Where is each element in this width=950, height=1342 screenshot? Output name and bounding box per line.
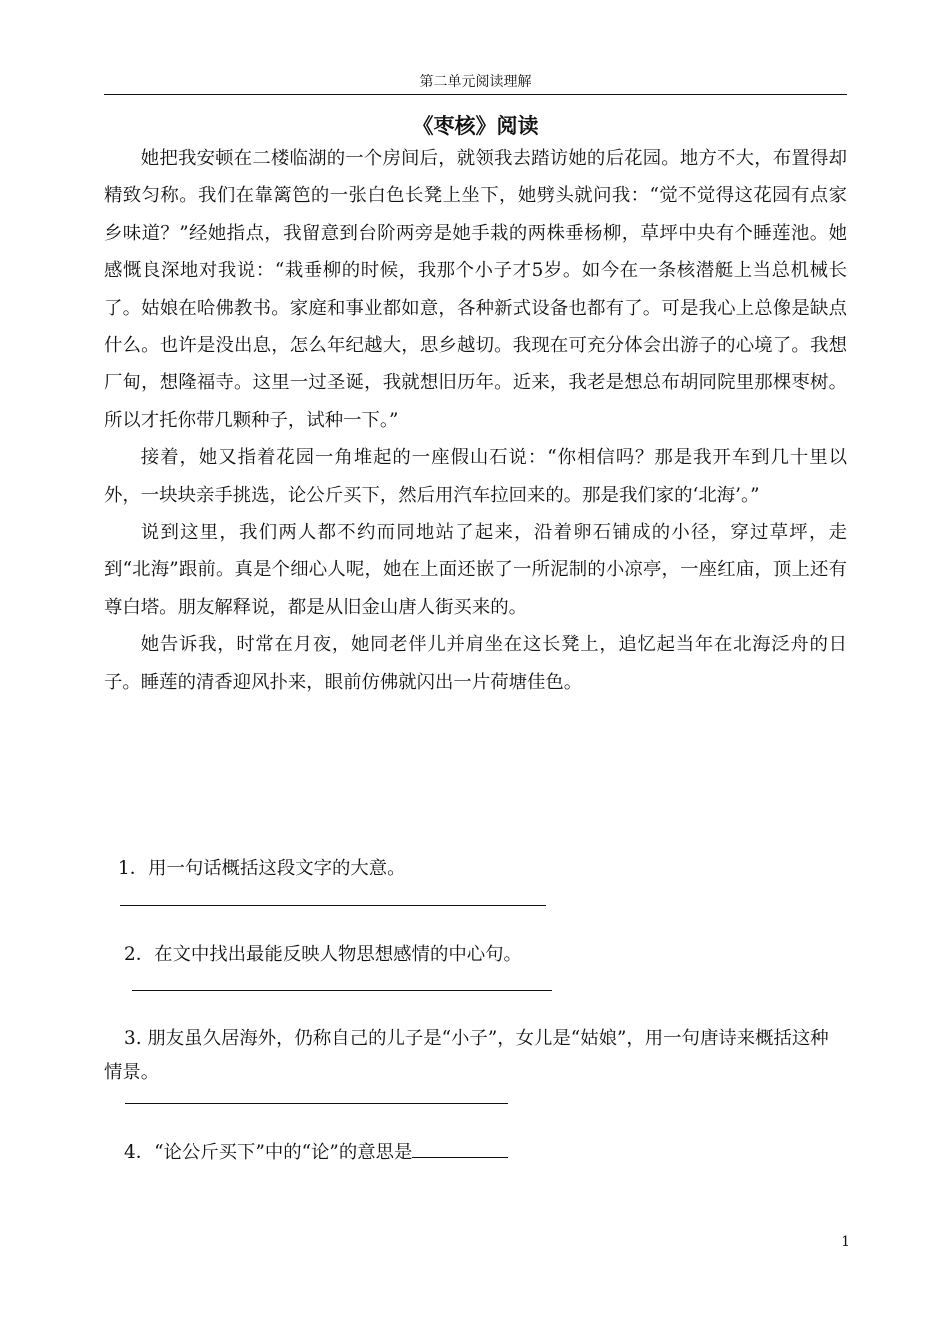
answer-line-2[interactable]: [132, 990, 552, 991]
page-number: 1: [841, 1234, 850, 1250]
passage-paragraph-4: 她告诉我，时常在月夜，她同老伴儿并肩坐在这长凳上，追忆起当年在北海泛舟的日子。睡莲的清香迎风扑来，眼前仿佛就闪出一片荷塘佳色。: [104, 634, 847, 693]
passage-paragraph-3: 说到这里，我们两人都不约而同地站了起来，沿着卵石铺成的小径，穿过草坪，走到“北海”跟前。真是个细心人呢，她在上面还嵌了一所泥制的小凉亭，一座红庙，顶上还有尊白塔。朋友解释说，都是从旧金山唐人街买来的。: [104, 522, 847, 618]
passage-paragraph-1: 她把我安顿在二楼临湖的一个房间后，就领我去踏访她的后花园。地方不大，布置得却精致匀称。我们在靠篱笆的一张白色长凳上坐下，她劈头就问我：“觉不觉得这花园有点家乡味道？”经她指点，我留意到台阶两旁是她手栽的两株垂杨柳，草坪中央有个睡莲池。她感慨良深地对我说：“栽垂柳的时候，我那个小子才5岁。如今在一条核潜艇上当总机械长了。姑娘在哈佛教书。家庭和事业都如意，各种新式设备也都有了。可是我心上总像是缺点什么。也许是没出息，怎么年纪越大，思乡越切。我现在可充分体会出游子的心境了。我想厂甸，想隆福寺。这里一过圣诞，我就想旧历年。近来，我老是想总布胡同院里那棵枣树。所以才托你带几颗种子，试种一下。”: [104, 148, 847, 431]
question-3: 3. 朋友虽久居海外，仍称自己的儿子是“小子”，女儿是“姑娘”，用一句唐诗来概括这种情景。: [104, 1028, 829, 1083]
question-4: [104, 1136, 847, 1170]
passage: [104, 140, 847, 701]
answer-line-1[interactable]: [120, 905, 546, 906]
question-4-text: 4．“论公斤买下”中的“论”的意思是: [124, 1142, 413, 1163]
article-title: 《枣核》阅读: [412, 113, 539, 138]
passage-paragraph-2: 接着，她又指着花园一角堆起的一座假山石说：“你相信吗？那是我开车到几十里以外，一块块亲手挑选，论公斤买下，然后用汽车拉回来的。那是我们家的‘北海’。”: [104, 447, 847, 506]
answer-blank-4[interactable]: [412, 1137, 508, 1158]
question-1: 1．用一句话概括这段文字的大意。: [118, 858, 406, 879]
answer-line-3[interactable]: [125, 1103, 508, 1104]
question-2: 2．在文中找出最能反映人物思想感情的中心句。: [124, 944, 522, 965]
page-header: 第二单元阅读理解: [104, 72, 847, 95]
